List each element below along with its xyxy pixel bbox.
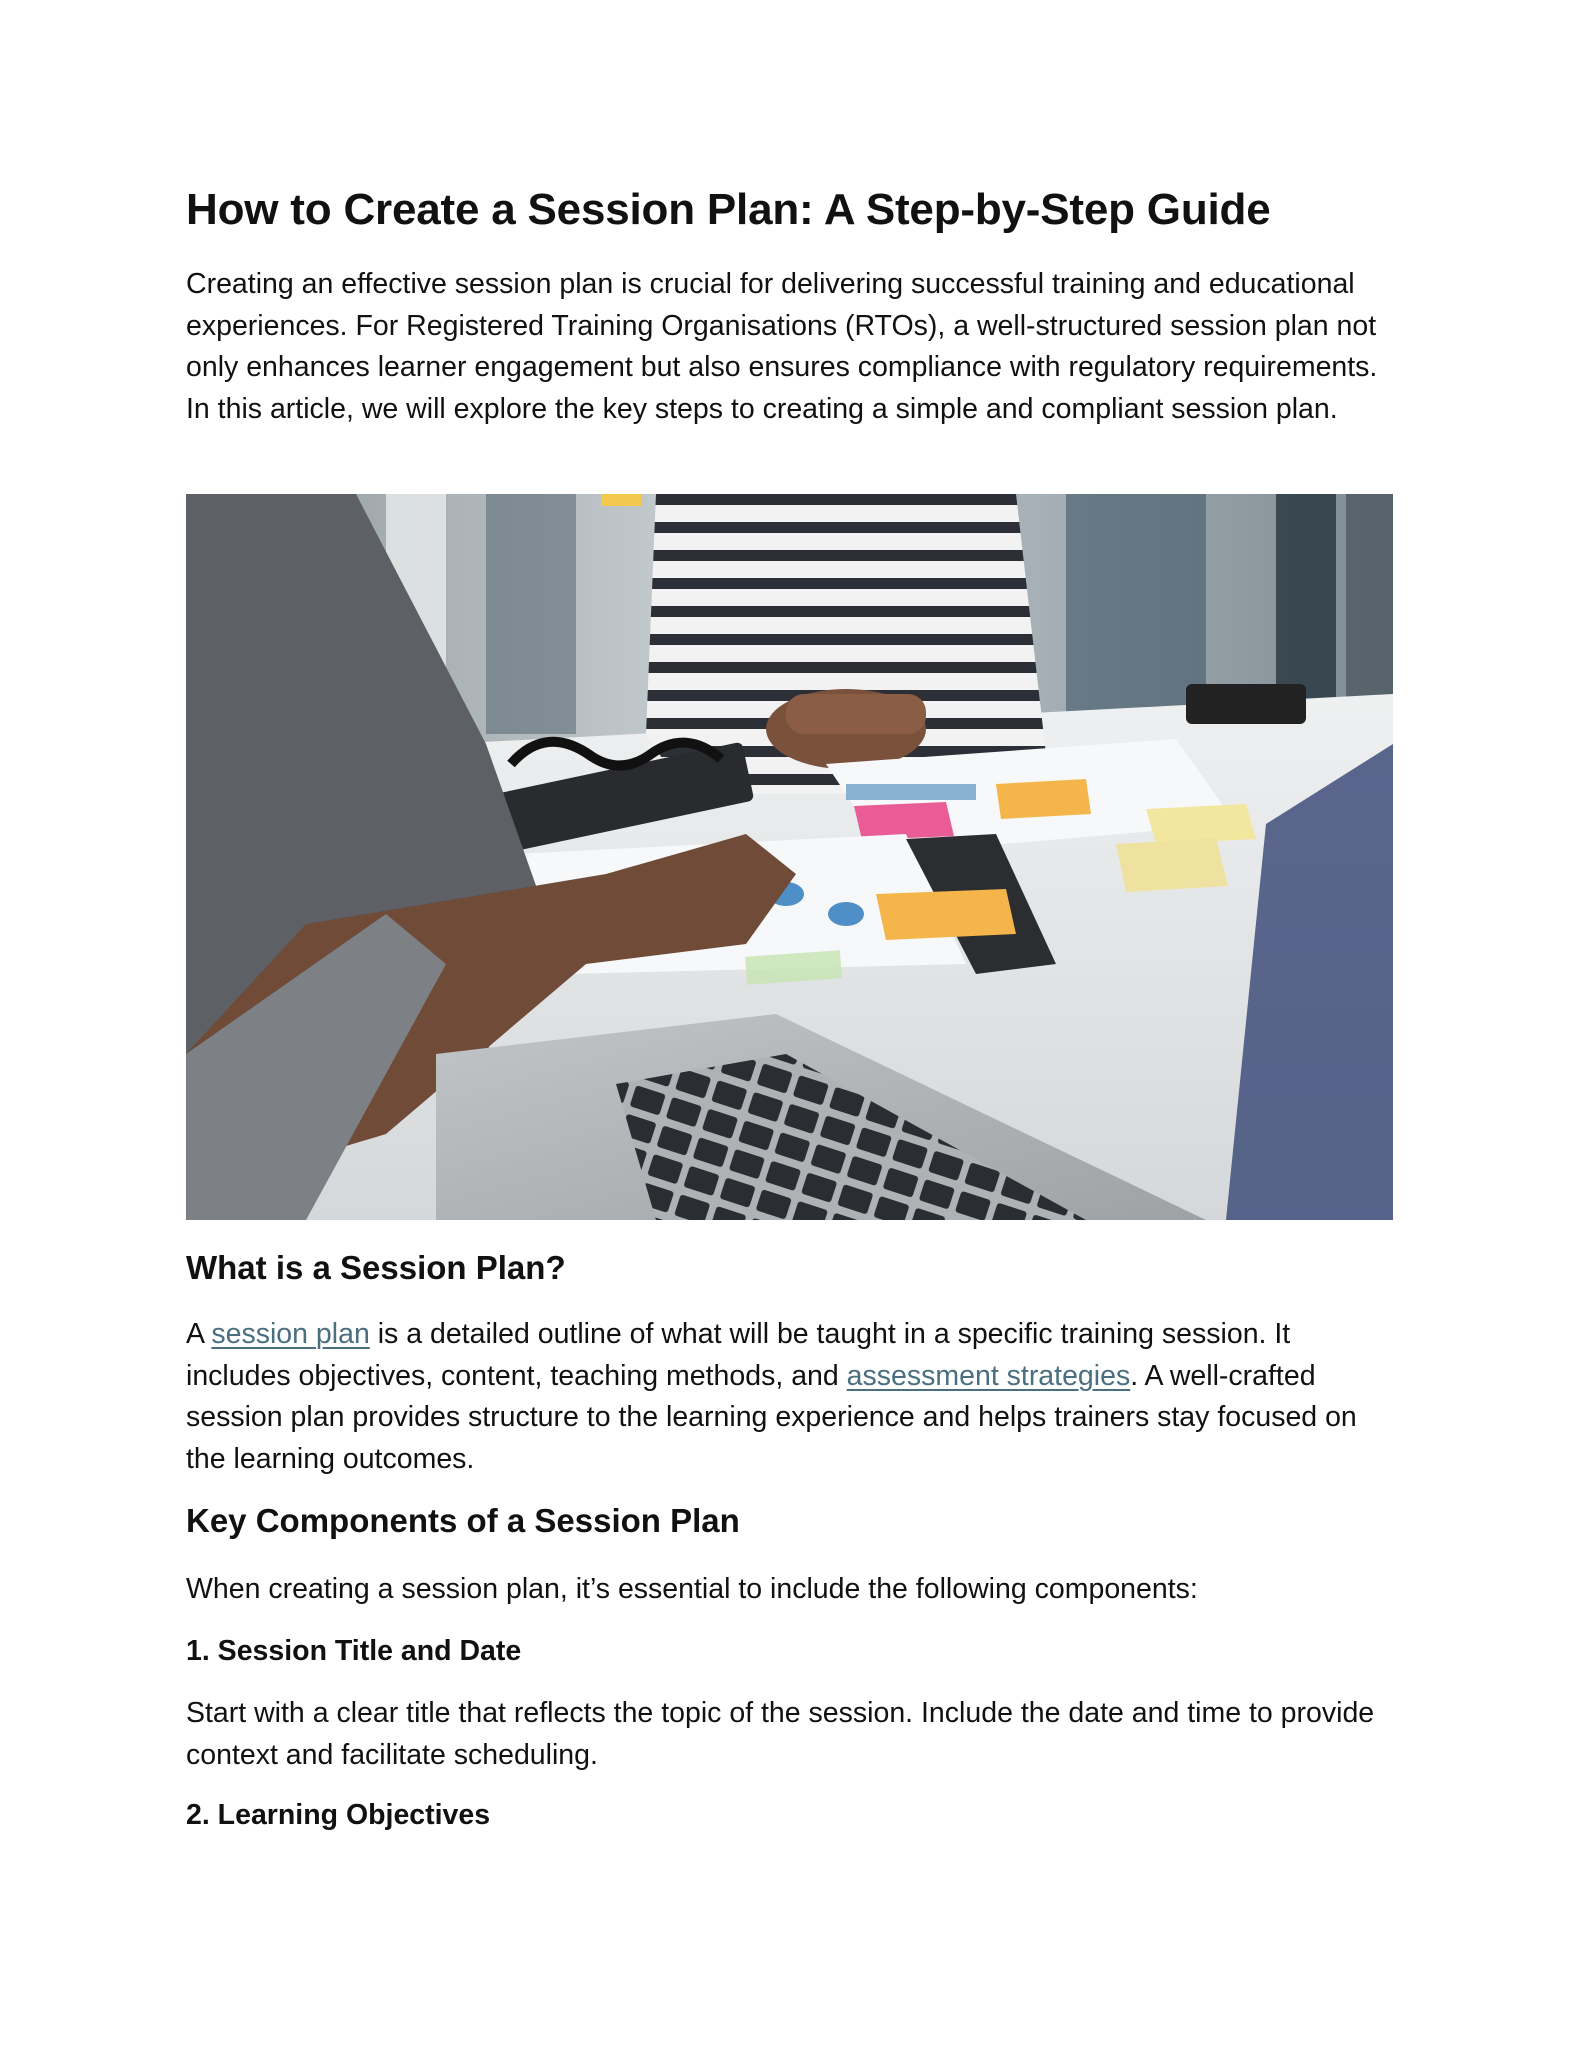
component-text-title-date: Start with a clear title that reflects the topic of the session. Include the date and time to provide context and facilitate scheduling. [186, 1697, 1375, 1771]
assessment-strategies-link[interactable]: assessment strategies [846, 1359, 1131, 1392]
section-heading-key-components: Key Components of a Session Plan [186, 1502, 740, 1539]
component-heading-title-date: 1. Session Title and Date [186, 1635, 522, 1667]
text-segment: . A well-crafted session plan provides structure to the learning experience and helps trainers stay focused on the learning outcomes. [186, 1359, 1357, 1475]
page-title: How to Create a Session Plan: A Step-by-Step Guide [186, 185, 1271, 234]
intro-paragraph: Creating an effective session plan is crucial for delivering successful training and educational experiences. For Registered Training Organisations (RTOs), a well-structured session plan not only enhances learner engagement but also ensures compliance with regulatory requirements. In this article, we will explore the key steps to creating a simple and compliant session plan. [186, 268, 1378, 425]
text-segment: A [186, 1318, 212, 1350]
session-plan-link[interactable]: session plan [211, 1318, 370, 1350]
what-paragraph [186, 1314, 1401, 1480]
hero-image [186, 494, 1393, 1220]
component-heading-learning-objectives: 2. Learning Objectives [186, 1799, 491, 1831]
section-heading-what: What is a Session Plan? [186, 1249, 566, 1286]
text-segment: is a detailed outline of what will be taught in a specific training session. It includes objectives, content, teaching methods, and [186, 1318, 1291, 1392]
key-intro-paragraph: When creating a session plan, it’s essential to include the following components: [186, 1573, 1198, 1605]
